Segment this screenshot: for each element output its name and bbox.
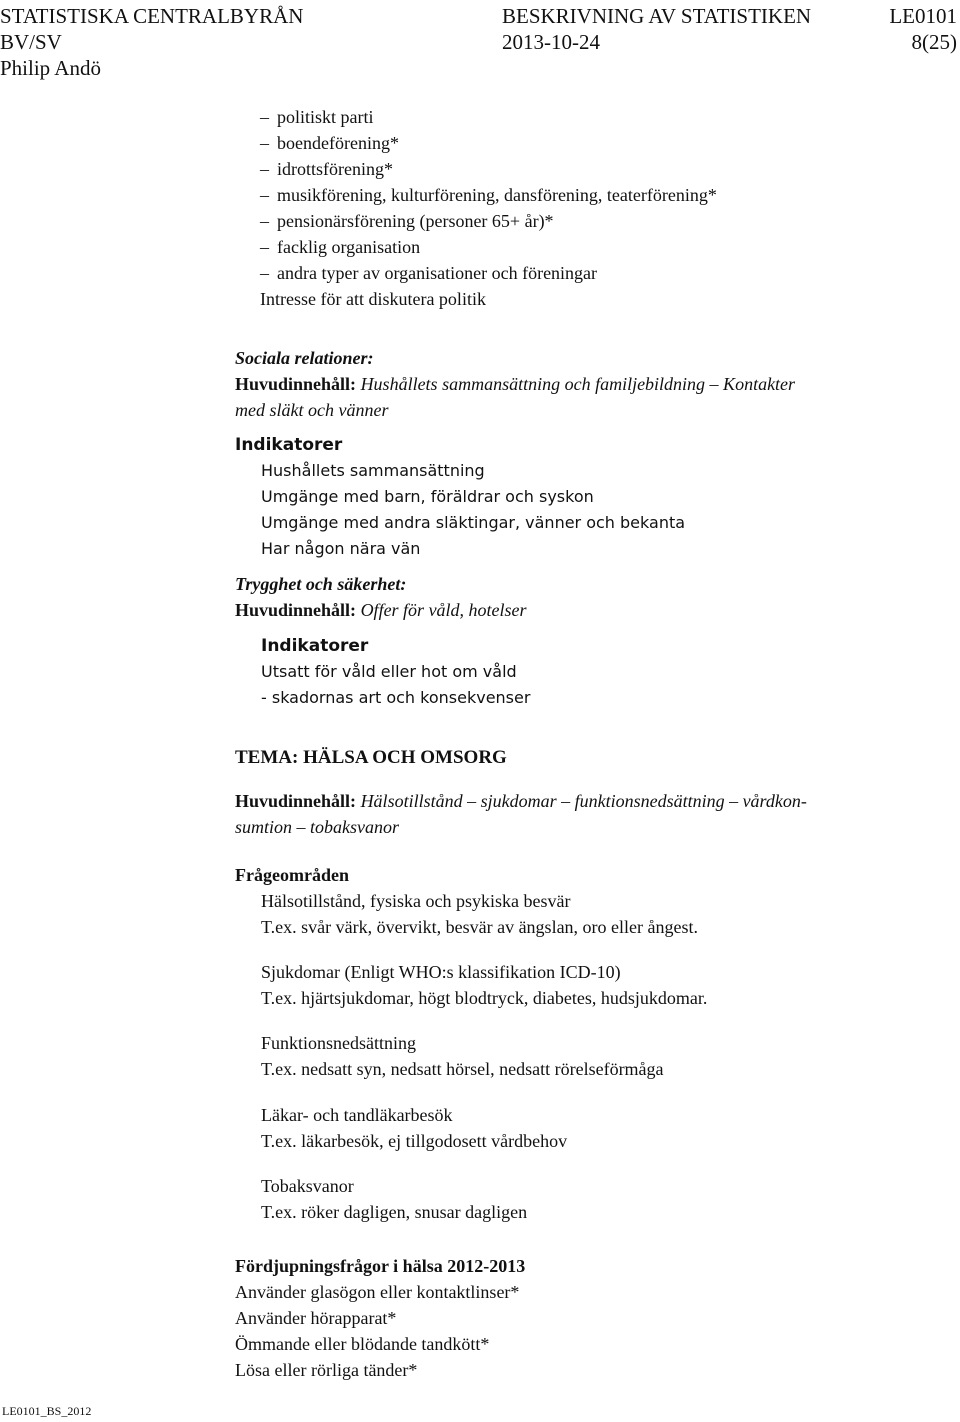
main-content-line [235, 597, 527, 623]
question-area-example: T.ex. hjärtsjukdomar, högt blodtryck, diabetes, hudsjukdomar. [261, 988, 708, 1008]
list-item-text: idrottsförening* [277, 159, 393, 179]
main-content-label: Huvudinnehåll: [235, 374, 357, 394]
list-item [260, 156, 393, 182]
main-content-line [235, 371, 795, 397]
main-content-label: Huvudinnehåll: [235, 600, 357, 620]
indicator-item: Hushållets sammansättning [261, 461, 485, 480]
list-item [260, 130, 399, 156]
indicator-item: - skadornas art och konsekvenser [261, 688, 531, 707]
main-content-text-continued: med släkt och vänner [235, 400, 389, 420]
list-item: Ömmande eller blödande tandkött* [235, 1334, 490, 1354]
question-area-title: Läkar- och tandläkarbesök [261, 1105, 453, 1125]
main-content-label: Huvudinnehåll: [235, 791, 357, 811]
list-item: Använder glasögon eller kontaktlinser* [235, 1282, 520, 1302]
question-area-example: T.ex. svår värk, övervikt, besvär av ängslan, oro eller ångest. [261, 917, 699, 937]
header-doc-code: LE0101 [889, 4, 957, 28]
header-date: 2013-10-24 [502, 30, 600, 54]
main-content-text: Hälsotillstånd – sjukdomar – funktionsnedsättning – vårdkon- [360, 791, 807, 811]
question-area-example: T.ex. läkarbesök, ej tillgodosett vårdbehov [261, 1131, 568, 1151]
indicator-item: Umgänge med barn, föräldrar och syskon [261, 487, 594, 506]
main-content-text: Hushållets sammansättning och familjebildning – Kontakter [360, 374, 796, 394]
list-item-text: facklig organisation [277, 237, 421, 257]
list-item [260, 104, 374, 130]
theme-heading: TEMA: HÄLSA OCH OMSORG [235, 747, 507, 768]
list-item [260, 260, 598, 286]
list-item-text: andra typer av organisationer och föreningar [277, 263, 598, 283]
list-item-text: politiskt parti [277, 107, 374, 127]
question-area-title: Sjukdomar (Enligt WHO:s klassifikation ICD-10) [261, 962, 621, 982]
indicator-item: Umgänge med andra släktingar, vänner och bekanta [261, 513, 686, 532]
list-item-text: pensionärsförening (personer 65+ år)* [277, 211, 554, 231]
list-item [260, 234, 421, 260]
indicator-item: Har någon nära vän [261, 539, 421, 558]
header-author: Philip Andö [0, 56, 101, 80]
question-area-title: Tobaksvanor [261, 1176, 354, 1196]
section-title: Trygghet och säkerhet: [235, 574, 407, 594]
main-content-text: Offer för våld, hotelser [360, 600, 527, 620]
header-unit: BV/SV [0, 30, 62, 54]
section-title: Fördjupningsfrågor i hälsa 2012-2013 [235, 1256, 526, 1276]
main-content-text-continued: sumtion – tobaksvanor [235, 817, 399, 837]
list-item-text: musikförening, kulturförening, dansförening, teaterförening* [277, 185, 717, 205]
list-item [260, 208, 554, 234]
footer-code: LE0101_BS_2012 [2, 1404, 92, 1418]
indicator-item: Utsatt för våld eller hot om våld [261, 662, 517, 681]
dash-bullet: – [260, 133, 269, 153]
question-area-title: Funktionsnedsättning [261, 1033, 417, 1053]
indicators-label: Indikatorer [261, 636, 369, 656]
list-trailing-line: Intresse för att diskutera politik [260, 289, 486, 309]
question-area-example: T.ex. nedsatt syn, nedsatt hörsel, nedsatt rörelseförmåga [261, 1059, 664, 1079]
question-areas-label: Frågeområden [235, 865, 349, 885]
header-doc-type: BESKRIVNING AV STATISTIKEN [502, 4, 812, 28]
dash-bullet: – [260, 211, 269, 231]
list-item [260, 182, 717, 208]
list-item: Lösa eller rörliga tänder* [235, 1360, 418, 1380]
dash-bullet: – [260, 263, 269, 283]
header-page-number: 8(25) [911, 30, 957, 54]
section-title: Sociala relationer: [235, 348, 374, 368]
list-item-text: boendeförening* [277, 133, 399, 153]
dash-bullet: – [260, 237, 269, 257]
question-area-example: T.ex. röker dagligen, snusar dagligen [261, 1202, 528, 1222]
list-item: Använder hörapparat* [235, 1308, 397, 1328]
header-org: STATISTISKA CENTRALBYRÅN [0, 4, 304, 28]
dash-bullet: – [260, 185, 269, 205]
dash-bullet: – [260, 159, 269, 179]
question-area-title: Hälsotillstånd, fysiska och psykiska besvär [261, 891, 571, 911]
dash-bullet: – [260, 107, 269, 127]
indicators-label: Indikatorer [235, 435, 343, 455]
main-content-line [235, 788, 807, 814]
